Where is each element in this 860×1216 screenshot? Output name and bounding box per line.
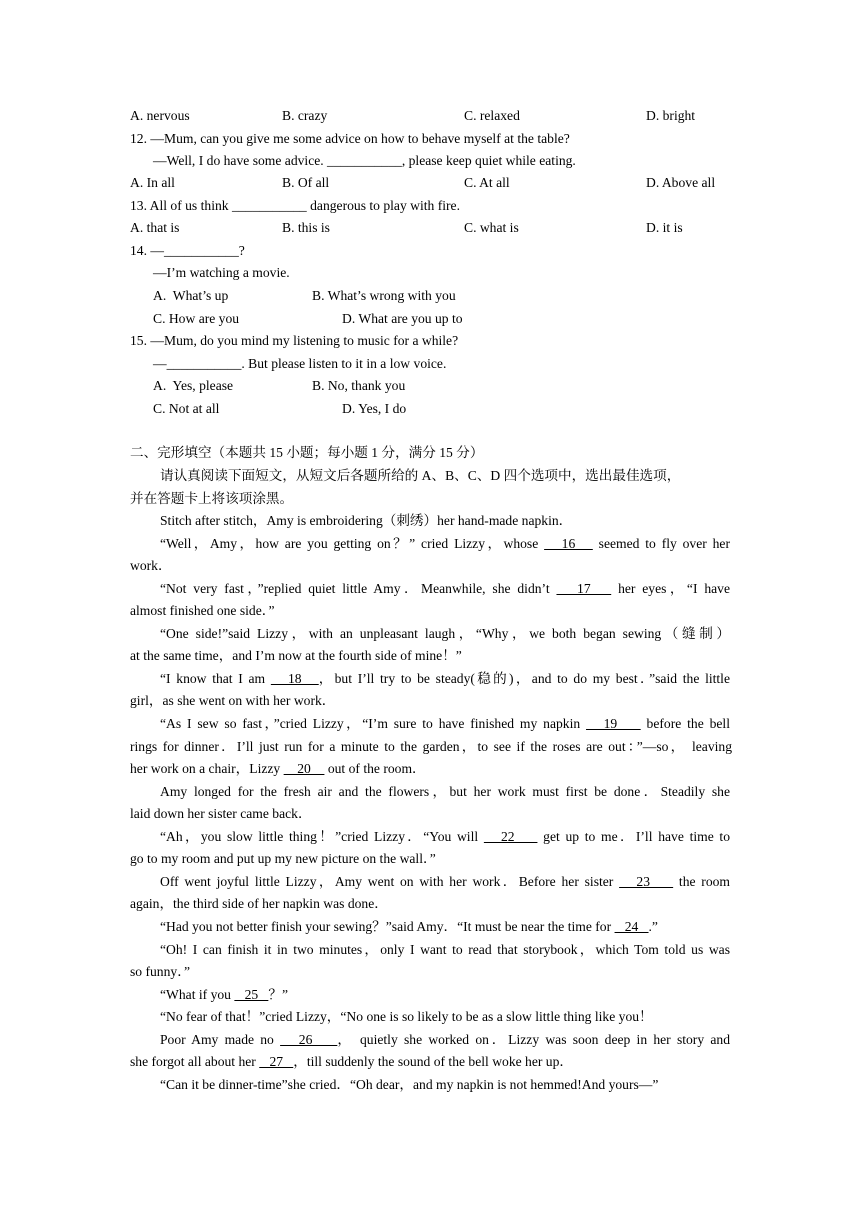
- q12-option-b: B. Of all: [282, 175, 330, 190]
- passage-p15: “Can it be dinner-time”she cried．“Oh dear，and my napkin is not hemmed!And yours—”: [160, 1077, 659, 1092]
- blank-25: 25: [234, 987, 269, 1002]
- q14-option-a: A. What’s up: [153, 288, 229, 303]
- q11-option-c: C. relaxed: [464, 108, 520, 123]
- passage-p7: Amy longed for the fresh air and the flowers，but her work must first be done．Steadily she: [160, 784, 730, 799]
- q12-response: —Well, I do have some advice. ___________, please keep quiet while eating.: [153, 153, 576, 168]
- q15-question: 15. —Mum, do you mind my listening to music for a while?: [130, 333, 459, 348]
- instruction-line-2: 并在答题卡上将该项涂黑。: [130, 491, 294, 506]
- blank-23: 23: [619, 874, 674, 889]
- blank-22: 22: [483, 829, 538, 844]
- blank-24: 24: [614, 919, 649, 934]
- passage-p6: “As I sew so fast，”cried Lizzy，“I’m sure to have finished my napkin 19 before the bell: [160, 716, 730, 731]
- q12-option-a: A. In all: [130, 175, 175, 190]
- passage-p13: “No fear of that！”cried Lizzy，“No one is so likely to be as a slow little thing like you！: [160, 1009, 653, 1024]
- passage-p11: “Oh! I can finish it in two minutes，only I want to read that storybook，which Tom told us was: [160, 942, 730, 957]
- blank-27: 27: [259, 1054, 294, 1069]
- q14-response: —I’m watching a movie.: [153, 265, 290, 280]
- q15-option-d: D. Yes, I do: [342, 401, 407, 416]
- q13-option-c: C. what is: [464, 220, 519, 235]
- q14-option-c: C. How are you: [153, 311, 240, 326]
- passage-p2: “Well，Amy，how are you getting on？” cried Lizzy，whose 16 seemed to fly over her: [160, 536, 730, 551]
- blank-17: 17: [556, 581, 612, 596]
- passage-p3: “Not very fast，”replied quiet little Amy．Meanwhile, she didn’t 17 her eyes，“I have: [160, 581, 731, 596]
- q12-option-c: C. At all: [464, 175, 510, 190]
- q11-option-b: B. crazy: [282, 108, 328, 123]
- q15-option-c: C. Not at all: [153, 401, 220, 416]
- q14-question: 14. —___________?: [130, 243, 245, 258]
- blank-16: 16: [544, 536, 593, 551]
- passage-p14: Poor Amy made no 26 ， quietly she worked on．Lizzy was soon deep in her story and: [160, 1032, 730, 1047]
- q13-option-b: B. this is: [282, 220, 330, 235]
- q15-option-b: B. No, thank you: [312, 378, 406, 393]
- q11-option-a: A. nervous: [130, 108, 190, 123]
- q12-option-d: D. Above all: [646, 175, 716, 190]
- blank-20: 20: [283, 761, 325, 776]
- blank-19: 19: [586, 716, 641, 731]
- q15-response: —___________. But please listen to it in a low voice.: [153, 356, 447, 371]
- passage-p9: Off went joyful little Lizzy，Amy went on with her work．Before her sister 23 the room: [160, 874, 730, 889]
- passage-p8: “Ah，you slow little thing！”cried Lizzy．“You will 22 get up to me．I’ll have time to: [160, 829, 731, 844]
- q13-option-d: D. it is: [646, 220, 683, 235]
- q14-option-d: D. What are you up to: [342, 311, 463, 326]
- q14-blank: ___________: [163, 243, 239, 258]
- section-heading: 二、完形填空（本题共 15 小题；每小题 1 分，满分 15 分）: [130, 445, 484, 460]
- blank-18: 18: [270, 671, 319, 686]
- passage-p10: “Had you not better finish your sewing？”said Amy．“It must be near the time for 24 .”: [160, 919, 658, 934]
- passage-p4: “One side!”said Lizzy，with an unpleasant laugh，“Why，we both began sewing（缝制）: [160, 626, 730, 641]
- q13-question: 13. All of us think ___________ dangerous to play with fire.: [130, 198, 460, 213]
- passage-p12: “What if you 25 ？”: [160, 987, 288, 1002]
- document-page: A. nervous B. crazy C. relaxed D. bright 12. —Mum, can you give me some advice on how to behave myself at the table? —Well, I do have some advice. ___________, please keep quiet while eating. A. In all B. Of all C. At all D. Above all 13. All of us think ___________ dangerous to play with fire. A. that is B. this is C. what is D. it is 14. —___________? —I’m watching a movie. A. What’s up B. What’s wrong with you C. How are you D. What are you up to 15. —Mum, do you mind my listening to music for a while? —___________. But please listen to it in a low voice. A. Yes, please B. No, thank you C. Not at all D. Yes, I do 二、完形填空（本题共 15 小题；每小题 1 分，满分 15 分） 请认真阅读下面短文，从短文后各题所给的 A、B、C、D 四个选项中，选出最佳选项， 并在答题卡上将该项涂黑。 Stitch after stitch，Amy is embroidering（刺绣）her hand-made napkin． “Well，Amy，how are you getting on？” cried Lizzy，whose 16 seemed to fly over her work． “Not very fast，”replied quiet little Amy．Meanwhile, she didn’t 17 her eyes，“I have almost finished one side．” “One side!”said Lizzy，with an unpleasant laugh，“Why，we both began sewing（缝制） at the same time，and I’m now at the fourth side of mine！” “I know that I am 18 ，but I’ll try to be steady(稳的)，and to do my best．”said the little girl，as she went on with her work． “As I sew so fast，”cried Lizzy，“I’m sure to have finished my napkin 19 before the bell rings for dinner．I’ll just run for a minute to the garden，to see if the roses are out：”—so， leaving her work on a chair，Lizzy 20 out of the room． Amy longed for the fresh air and the flowers，but her work must first be done．Steadily she laid down her sister came back． “Ah，you slow little thing！”cried Lizzy．“You will 22 get up to me．I’ll have time to go to my room and put up my new picture on the wall．” Off went joyful little Lizzy，Amy went on with her work．Before her sister 23 the room again，the third side of her napkin was done． “Had you not better finish your sewing？”said Amy．“It must be near the time for 24 .” “Oh! I can finish it in two minutes，only I want to read that storybook，which Tom told us was so funny．” “What if you 25 ？” “No fear of that！”cried Lizzy，“No one is so likely to be as a slow little thing like you！ Poor Amy made no 26 ， quietly she worked on．Lizzy was soon deep in her story and she forgot all about her 27 ，till suddenly the sound of the bell woke her up． “Can it be dinner-time”she cried．“Oh dear，and my napkin is not hemmed!And yours—”: [130, 108, 732, 1092]
- q15-option-a: A. Yes, please: [153, 378, 234, 393]
- q13-option-a: A. that is: [130, 220, 180, 235]
- instruction-line-1: 请认真阅读下面短文，从短文后各题所给的 A、B、C、D 四个选项中，选出最佳选项，: [160, 468, 681, 483]
- passage-p5: “I know that I am 18 ，but I’ll try to be steady(稳的)，and to do my best．”said the little: [160, 671, 730, 686]
- q12-question: 12. —Mum, can you give me some advice on how to behave myself at the table?: [130, 131, 570, 146]
- blank-26: 26: [280, 1032, 338, 1047]
- passage-p1: Stitch after stitch，Amy is embroidering（刺绣）her hand-made napkin．: [160, 513, 573, 528]
- q11-option-d: D. bright: [646, 108, 696, 123]
- q14-option-b: B. What’s wrong with you: [312, 288, 456, 303]
